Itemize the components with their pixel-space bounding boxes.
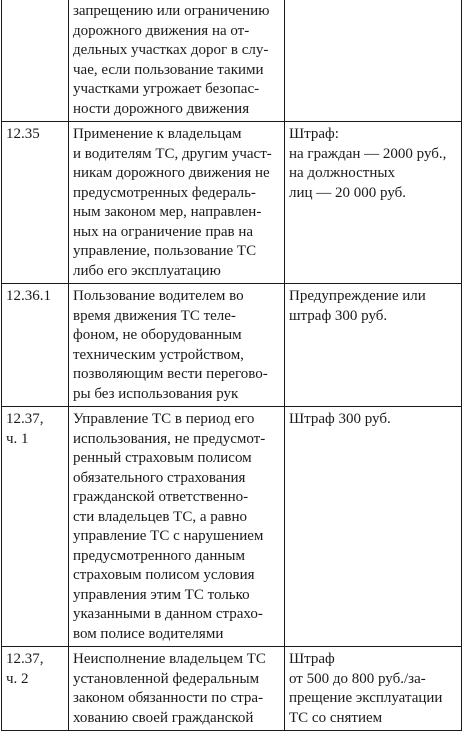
fines-table xyxy=(1,0,462,731)
offense-description-cell xyxy=(69,407,285,647)
text-line: время движения ТС теле- xyxy=(73,307,236,324)
text-line: использования, не предусмот- xyxy=(73,430,266,447)
text-line: Штраф xyxy=(289,651,335,667)
text-line: ренный страховым полисом xyxy=(73,450,252,466)
text-line: управление, пользование ТС xyxy=(73,243,257,259)
text-line: никам дорожного движения не xyxy=(73,165,270,181)
text-line: прещение эксплуатации xyxy=(289,690,443,706)
text-line: Предупреждение или xyxy=(289,288,426,304)
article-number-cell xyxy=(2,0,69,122)
text-line: управление ТС с нарушением xyxy=(73,528,264,544)
text-line: Штраф 300 руб. xyxy=(289,411,391,427)
article-number-cell xyxy=(2,284,69,407)
penalty-cell xyxy=(285,122,462,284)
text-line: законом обязанности по стра- xyxy=(73,690,264,706)
text-line: страховым полисом условия xyxy=(73,567,255,583)
text-line: штраф 300 руб. xyxy=(289,307,388,324)
text-line: чае, если пользование такими xyxy=(73,61,264,78)
text-line: предусмотренного данным xyxy=(73,547,245,564)
text-line: установленной федеральным xyxy=(73,670,260,687)
text-line: хованию своей гражданской xyxy=(73,709,254,726)
text-line: гражданской ответственно- xyxy=(73,489,249,505)
table-row xyxy=(2,0,462,122)
table-row xyxy=(2,122,462,284)
offense-description-cell xyxy=(69,284,285,407)
text-line: обязательного страхования xyxy=(73,469,246,486)
offense-description-cell xyxy=(69,0,285,122)
text-line: участками угрожает безопас- xyxy=(73,81,260,97)
text-line: ных на ограничение прав на xyxy=(73,223,254,240)
text-line: Управление ТС в период его xyxy=(73,411,255,427)
text-line: дорожного движения на от- xyxy=(73,22,250,39)
text-line: на граждан — 2000 руб., xyxy=(289,145,447,162)
penalty-cell xyxy=(285,0,462,122)
text-line: от 500 до 800 руб./за- xyxy=(289,670,426,687)
text-line: дельных участках дорог в слу- xyxy=(73,42,269,58)
text-line: запрещению или ограничению xyxy=(73,3,270,19)
text-line: Применение к владельцам xyxy=(73,126,242,142)
text-line: лиц — 20 000 руб. xyxy=(289,184,407,201)
text-line: и водителям ТС, другим участ- xyxy=(73,145,272,162)
text-line: фоном, не оборудованным xyxy=(73,327,242,343)
penalty-cell xyxy=(285,407,462,647)
text-line: Пользование водителем во xyxy=(73,288,244,304)
text-line: 12.37, xyxy=(6,651,44,667)
table-row xyxy=(2,284,462,407)
text-line: управления этим ТС только xyxy=(73,586,250,603)
text-line: 12.35 xyxy=(6,126,40,142)
table-row xyxy=(2,647,462,731)
article-number-cell xyxy=(2,647,69,731)
text-line: либо его эксплуатацию xyxy=(73,262,221,279)
text-line: ным законом мер, направлен- xyxy=(73,204,262,220)
text-line: ры без использования рук xyxy=(73,385,239,402)
offense-description-cell xyxy=(69,122,285,284)
text-line: 12.36.1 xyxy=(6,288,51,304)
text-line: ч. 2 xyxy=(6,670,29,687)
text-line: ности дорожного движения xyxy=(73,100,250,117)
text-line: Штраф: xyxy=(289,126,339,142)
text-line: 12.37, xyxy=(6,411,44,427)
text-line: сти владельцев ТС, а равно xyxy=(73,508,247,525)
fines-table-body xyxy=(2,0,462,731)
offense-description-cell xyxy=(69,647,285,731)
text-line: предусмотренных федераль- xyxy=(73,184,256,201)
penalty-cell xyxy=(285,284,462,407)
text-line: указанными в данном страхо- xyxy=(73,606,263,622)
text-line: Неисполнение владельцем ТС xyxy=(73,651,266,667)
penalty-cell xyxy=(285,647,462,731)
text-line: на должностных xyxy=(289,165,395,181)
text-line: позволяющим вести перегово- xyxy=(73,366,268,382)
article-number-cell xyxy=(2,407,69,647)
text-line: ч. 1 xyxy=(6,430,29,447)
article-number-cell xyxy=(2,122,69,284)
text-line: ТС со снятием xyxy=(289,709,383,726)
table-row xyxy=(2,407,462,647)
text-line: техническим устройством, xyxy=(73,346,244,363)
text-line: вом полисе водителями xyxy=(73,625,224,642)
